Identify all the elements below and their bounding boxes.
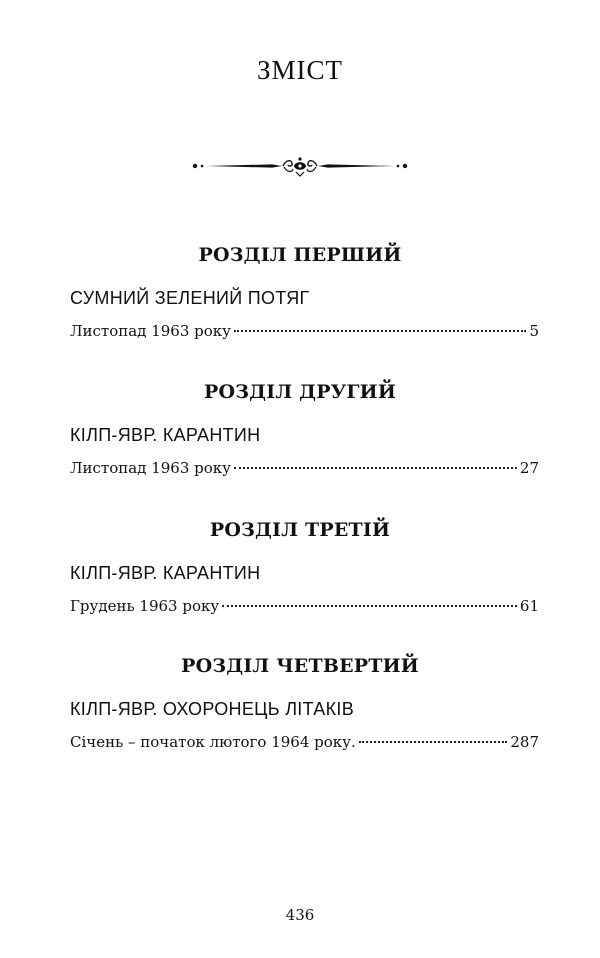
toc-entry [70,595,539,617]
toc-entry [70,731,539,753]
section-heading: РОЗДІЛ ДРУГИЙ [204,381,396,403]
toc-entry-page: 61 [519,597,539,615]
part-title: КІЛП-ЯВР. КАРАНТИН [70,563,261,583]
toc-entry [70,320,539,342]
toc-entry-page: 287 [510,733,539,751]
toc-entry-page: 27 [519,459,539,477]
part-title: КІЛП-ЯВР. ОХОРОНЕЦЬ ЛІТАКІВ [70,699,354,719]
toc-entry-text: Грудень 1963 року [70,597,220,615]
dot-leader [234,467,517,469]
page-number: 436 [285,906,315,924]
part-title: СУМНИЙ ЗЕЛЕНИЙ ПОТЯГ [70,288,310,308]
page-title: ЗМІСТ [256,55,344,85]
section-heading: РОЗДІЛ ЧЕТВЕРТИЙ [181,655,419,677]
toc-entry-text: Листопад 1963 року [70,322,231,340]
ornament-divider-icon [192,154,408,178]
section-heading: РОЗДІЛ ПЕРШИЙ [198,244,402,266]
toc-entry [70,457,539,479]
toc-entry-text: Січень – початок лютого 1964 року. [70,733,356,751]
dot-leader [222,605,517,607]
part-title: КІЛП-ЯВР. КАРАНТИН [70,425,261,445]
dot-leader [359,741,508,743]
dot-leader [234,330,526,332]
toc-entry-text: Листопад 1963 року [70,459,231,477]
section-heading: РОЗДІЛ ТРЕТІЙ [209,519,391,541]
toc-entry-page: 5 [529,322,539,340]
